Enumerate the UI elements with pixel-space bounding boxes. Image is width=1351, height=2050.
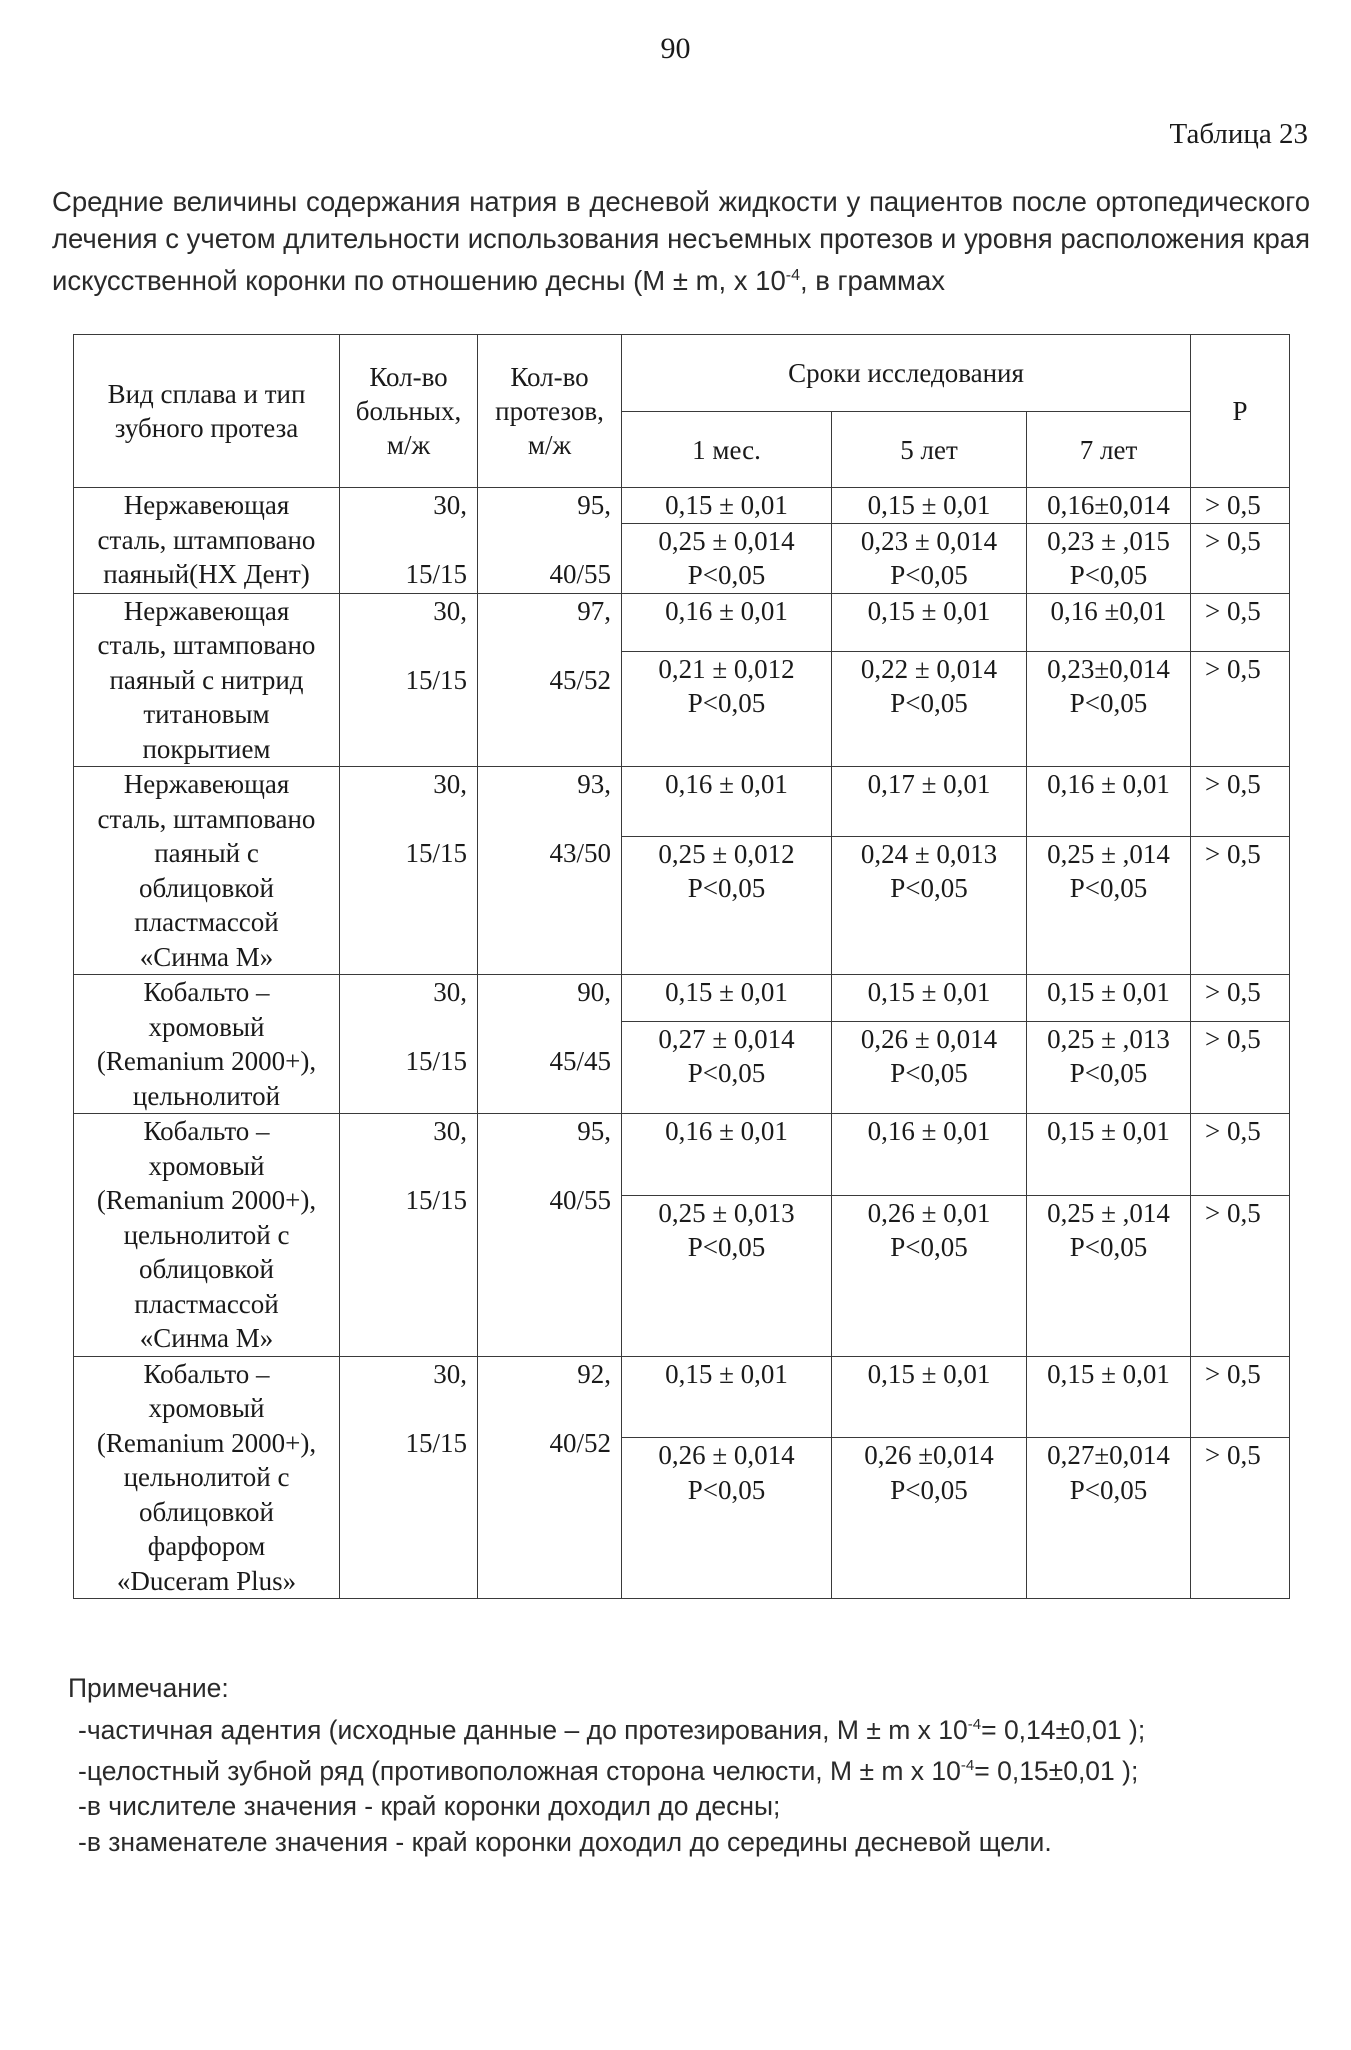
cell-y7-baseline: 0,15 ± 0,01	[1027, 975, 1191, 1022]
cell-patients	[340, 1114, 478, 1357]
cell-y5-baseline: 0,15 ± 0,01	[832, 975, 1027, 1022]
patients-line: 30,	[433, 490, 467, 520]
prostheses-line: 90,	[577, 977, 611, 1007]
prostheses-line: 97,	[577, 595, 611, 626]
alloy-line: Нержавеющая	[123, 769, 290, 799]
cell-p-values: > 0,5	[1191, 1438, 1290, 1599]
cell-patients	[340, 767, 478, 975]
cell-m1-baseline: 0,15 ± 0,01	[622, 1356, 832, 1438]
cell-p-values: > 0,5	[1191, 836, 1290, 974]
cell-m1-values	[622, 1195, 832, 1356]
mean-value: 0,23±0,014	[1047, 653, 1170, 684]
mean-value: 0,22 ± 0,014	[860, 653, 998, 684]
alloy-line: сталь, штамповано	[97, 524, 316, 555]
cell-prostheses	[478, 1356, 622, 1599]
alloy-line: облицовкой	[139, 1496, 274, 1527]
alloy-line: паяный с нитрид	[109, 664, 304, 695]
cell-p-values: > 0,5	[1191, 523, 1290, 593]
alloy-line: хромовый	[148, 1393, 265, 1423]
prostheses-line: 95,	[577, 490, 611, 520]
alloy-line: облицовкой	[139, 872, 274, 903]
note-exponent: -4	[967, 1715, 982, 1733]
cell-y7-values	[1027, 1438, 1191, 1599]
cell-m1-baseline: 0,16 ± 0,01	[622, 593, 832, 651]
cell-y7-baseline: 0,16 ± 0,01	[1027, 767, 1191, 837]
cell-p-baseline: > 0,5	[1191, 767, 1290, 837]
table-row	[74, 488, 1290, 524]
cell-patients	[340, 1356, 478, 1599]
cell-patients	[340, 593, 478, 767]
p-value: Р<0,05	[1069, 1058, 1148, 1089]
patients-line	[340, 628, 467, 663]
patients-line: 30,	[433, 769, 467, 799]
header-periods: Сроки исследования	[622, 335, 1191, 412]
cell-m1-values	[622, 1438, 832, 1599]
p-value: Р<0,05	[1069, 1474, 1148, 1505]
note-text: -целостный зубной ряд (противоположная сторона челюсти, М ± m x 10	[78, 1755, 961, 1786]
alloy-line: паяный с	[154, 838, 259, 868]
alloy-line: Нержавеющая	[123, 595, 290, 626]
cell-p-baseline: > 0,5	[1191, 488, 1290, 524]
alloy-line: «Синма М»	[139, 941, 274, 972]
patients-line	[340, 1391, 467, 1426]
alloy-line: хромовый	[148, 1150, 265, 1181]
p-value: Р<0,05	[890, 560, 968, 590]
cell-p-values: > 0,5	[1191, 1021, 1290, 1113]
note-text: -в знаменателе значения - край коронки доходил до середины десневой щели.	[78, 1826, 1052, 1857]
patients-line: 30,	[433, 595, 467, 626]
cell-y7-baseline: 0,15 ± 0,01	[1027, 1356, 1191, 1438]
sodium-table	[73, 334, 1290, 1599]
p-value: Р<0,05	[1069, 873, 1148, 904]
cell-m1-baseline: 0,16 ± 0,01	[622, 1114, 832, 1196]
cell-prostheses	[478, 593, 622, 767]
prostheses-line	[478, 523, 611, 558]
table-row	[74, 1356, 1290, 1438]
table-body	[74, 488, 1290, 1599]
prostheses-line	[478, 1010, 611, 1045]
p-value: Р<0,05	[890, 1232, 968, 1263]
cell-m1-baseline: 0,16 ± 0,01	[622, 767, 832, 837]
cell-prostheses	[478, 1114, 622, 1357]
cell-patients	[340, 488, 478, 594]
cell-y5-values	[832, 523, 1027, 593]
cell-p-baseline: > 0,5	[1191, 975, 1290, 1022]
header-period-5y: 5 лет	[832, 412, 1027, 488]
cell-y5-baseline: 0,15 ± 0,01	[832, 1356, 1027, 1438]
page-number: 90	[660, 32, 691, 65]
cell-alloy	[74, 975, 340, 1114]
patients-line: 30,	[433, 977, 467, 1007]
alloy-line: сталь, штамповано	[97, 803, 316, 834]
alloy-line: Нержавеющая	[123, 490, 290, 520]
cell-y5-values	[832, 836, 1027, 974]
cell-y7-baseline: 0,15 ± 0,01	[1027, 1114, 1191, 1196]
cell-alloy	[74, 488, 340, 594]
cell-p-baseline: > 0,5	[1191, 593, 1290, 651]
note-item	[68, 1707, 1318, 1748]
patients-line: 30,	[433, 1116, 467, 1146]
alloy-line: (Remanium 2000+),	[96, 1185, 317, 1215]
cell-m1-values	[622, 836, 832, 974]
alloy-line: Кобальто –	[143, 977, 270, 1007]
p-value: Р<0,05	[1069, 1232, 1148, 1263]
mean-value: 0,23 ± ,015	[1047, 525, 1170, 556]
cell-alloy	[74, 767, 340, 975]
header-prostheses: Кол-во протезов, м/ж	[478, 335, 622, 488]
cell-y5-values	[832, 651, 1027, 766]
cell-y7-values	[1027, 836, 1191, 974]
alloy-line: облицовкой	[139, 1254, 274, 1284]
alloy-line: фарфором	[147, 1531, 266, 1561]
p-value: Р<0,05	[1069, 560, 1148, 590]
alloy-line: «Синма М»	[139, 1323, 274, 1353]
cell-alloy	[74, 1114, 340, 1357]
p-value: Р<0,05	[890, 688, 968, 719]
patients-line: 15/15	[405, 1427, 467, 1458]
note-text: -частичная адентия (исходные данные – до протезирования, М ± m x 10	[78, 1714, 968, 1745]
alloy-line: пластмассой	[134, 1288, 279, 1319]
prostheses-line: 40/52	[549, 1427, 611, 1458]
mean-value: 0,27 ± 0,014	[658, 1023, 795, 1054]
alloy-line: покрытием	[142, 733, 271, 764]
cell-y5-values	[832, 1195, 1027, 1356]
p-value: Р<0,05	[687, 560, 766, 590]
cell-y5-baseline: 0,17 ± 0,01	[832, 767, 1027, 837]
caption-tail: , в граммах	[799, 265, 945, 297]
alloy-line: (Remanium 2000+),	[96, 1427, 317, 1458]
cell-m1-baseline: 0,15 ± 0,01	[622, 488, 832, 524]
header-period-1m: 1 мес.	[622, 412, 832, 488]
table-row	[74, 1114, 1290, 1196]
cell-m1-baseline: 0,15 ± 0,01	[622, 975, 832, 1022]
cell-alloy	[74, 593, 340, 767]
patients-line: 15/15	[405, 1185, 467, 1215]
patients-line: 15/15	[405, 838, 467, 868]
patients-line	[340, 802, 467, 837]
cell-p-baseline: > 0,5	[1191, 1114, 1290, 1196]
table-caption	[52, 183, 1310, 299]
cell-y5-values	[832, 1021, 1027, 1113]
note-text: -в числителе значения - край коронки доходил до десны;	[78, 1791, 781, 1822]
header-alloy: Вид сплава и тип зубного протеза	[74, 335, 340, 488]
p-value: Р<0,05	[890, 1474, 968, 1505]
table-label: Таблица 23	[1169, 118, 1308, 150]
cell-prostheses	[478, 975, 622, 1114]
note-text-tail: = 0,15±0,01 );	[974, 1755, 1139, 1786]
prostheses-line: 40/55	[549, 1185, 611, 1215]
cell-y7-values	[1027, 651, 1191, 766]
patients-line: 15/15	[405, 1046, 467, 1076]
alloy-line: Кобальто –	[143, 1358, 270, 1389]
prostheses-line	[478, 1149, 611, 1184]
cell-prostheses	[478, 488, 622, 594]
header-period-7y: 7 лет	[1027, 412, 1191, 488]
cell-p-values: > 0,5	[1191, 1195, 1290, 1356]
mean-value: 0,26 ± 0,014	[860, 1023, 998, 1054]
cell-prostheses	[478, 767, 622, 975]
cell-y5-values	[832, 1438, 1027, 1599]
table-row	[74, 975, 1290, 1022]
cell-y5-baseline: 0,15 ± 0,01	[832, 593, 1027, 651]
mean-value: 0,25 ± ,014	[1047, 1197, 1170, 1228]
cell-p-values: > 0,5	[1191, 651, 1290, 766]
patients-line	[340, 523, 467, 558]
alloy-line: Кобальто –	[143, 1116, 270, 1146]
note-item	[68, 1825, 1318, 1861]
p-value: Р<0,05	[890, 873, 968, 904]
p-value: Р<0,05	[890, 1058, 968, 1089]
cell-p-baseline: > 0,5	[1191, 1356, 1290, 1438]
mean-value: 0,25 ± 0,012	[658, 838, 795, 869]
patients-line: 15/15	[405, 664, 467, 695]
cell-y7-baseline: 0,16±0,014	[1027, 488, 1191, 524]
prostheses-line	[478, 628, 611, 663]
prostheses-line: 95,	[577, 1116, 611, 1146]
note-exponent: -4	[960, 1756, 975, 1774]
caption-text: Средние величины содержания натрия в десневой жидкости у пациентов после ортопедического лечения с учетом длительности использования несъемных протезов и уровня расположения края искусственной коронки по отношению десны (М ± m, х 10	[52, 186, 1310, 297]
notes	[68, 1671, 1318, 1860]
cell-y7-values	[1027, 1195, 1191, 1356]
alloy-line: (Remanium 2000+),	[96, 1046, 317, 1076]
cell-m1-values	[622, 523, 832, 593]
note-text-tail: = 0,14±0,01 );	[981, 1714, 1146, 1745]
alloy-line: цельнолитой с	[123, 1462, 290, 1492]
cell-y5-baseline: 0,15 ± 0,01	[832, 488, 1027, 524]
p-value: Р<0,05	[687, 1058, 766, 1089]
mean-value: 0,26 ± 0,01	[867, 1197, 991, 1228]
prostheses-line	[478, 1391, 611, 1426]
p-value: Р<0,05	[687, 1232, 766, 1263]
p-value: Р<0,05	[687, 873, 766, 904]
mean-value: 0,27±0,014	[1047, 1440, 1170, 1471]
mean-value: 0,25 ± ,014	[1047, 838, 1170, 869]
caption-exponent: -4	[785, 267, 800, 284]
header-patients: Кол-во больных, м/ж	[340, 335, 478, 488]
p-value: Р<0,05	[687, 688, 766, 719]
prostheses-line	[478, 802, 611, 837]
mean-value: 0,26 ± 0,014	[658, 1440, 795, 1471]
alloy-line: паяный(НХ Дент)	[103, 559, 310, 589]
table-row	[74, 767, 1290, 837]
header-p: Р	[1191, 335, 1290, 488]
notes-list	[68, 1707, 1318, 1861]
cell-patients	[340, 975, 478, 1114]
mean-value: 0,23 ± 0,014	[860, 525, 998, 556]
cell-alloy	[74, 1356, 340, 1599]
notes-title: Примечание:	[68, 1673, 229, 1703]
mean-value: 0,25 ± 0,013	[658, 1197, 795, 1228]
cell-y7-values	[1027, 523, 1191, 593]
cell-y5-baseline: 0,16 ± 0,01	[832, 1114, 1027, 1196]
prostheses-line: 93,	[577, 769, 611, 799]
alloy-line: хромовый	[148, 1011, 265, 1042]
patients-line	[340, 1010, 467, 1045]
prostheses-line: 92,	[577, 1358, 611, 1389]
table-row	[74, 593, 1290, 651]
cell-m1-values	[622, 651, 832, 766]
alloy-line: пластмассой	[134, 907, 279, 937]
patients-line: 30,	[433, 1358, 467, 1389]
patients-line: 15/15	[405, 559, 467, 589]
mean-value: 0,26 ±0,014	[864, 1440, 994, 1471]
mean-value: 0,21 ± 0,012	[658, 653, 795, 684]
alloy-line: сталь, штамповано	[97, 630, 316, 660]
patients-line	[340, 1149, 467, 1184]
prostheses-line: 45/45	[549, 1046, 611, 1076]
cell-m1-values	[622, 1021, 832, 1113]
note-item	[68, 1748, 1318, 1789]
cell-y7-values	[1027, 1021, 1191, 1113]
mean-value: 0,25 ± ,013	[1047, 1023, 1170, 1054]
prostheses-line: 45/52	[549, 664, 611, 695]
alloy-line: титановым	[143, 699, 270, 729]
p-value: Р<0,05	[687, 1474, 766, 1505]
prostheses-line: 43/50	[549, 838, 611, 868]
p-value: Р<0,05	[1069, 688, 1148, 719]
alloy-line: «Duceram Plus»	[116, 1565, 297, 1596]
mean-value: 0,24 ± 0,013	[860, 838, 998, 869]
mean-value: 0,25 ± 0,014	[658, 525, 795, 556]
alloy-line: цельнолитой	[132, 1080, 281, 1111]
cell-y7-baseline: 0,16 ±0,01	[1027, 593, 1191, 651]
note-item	[68, 1789, 1318, 1825]
alloy-line: цельнолитой с	[123, 1219, 290, 1250]
prostheses-line: 40/55	[549, 559, 611, 589]
